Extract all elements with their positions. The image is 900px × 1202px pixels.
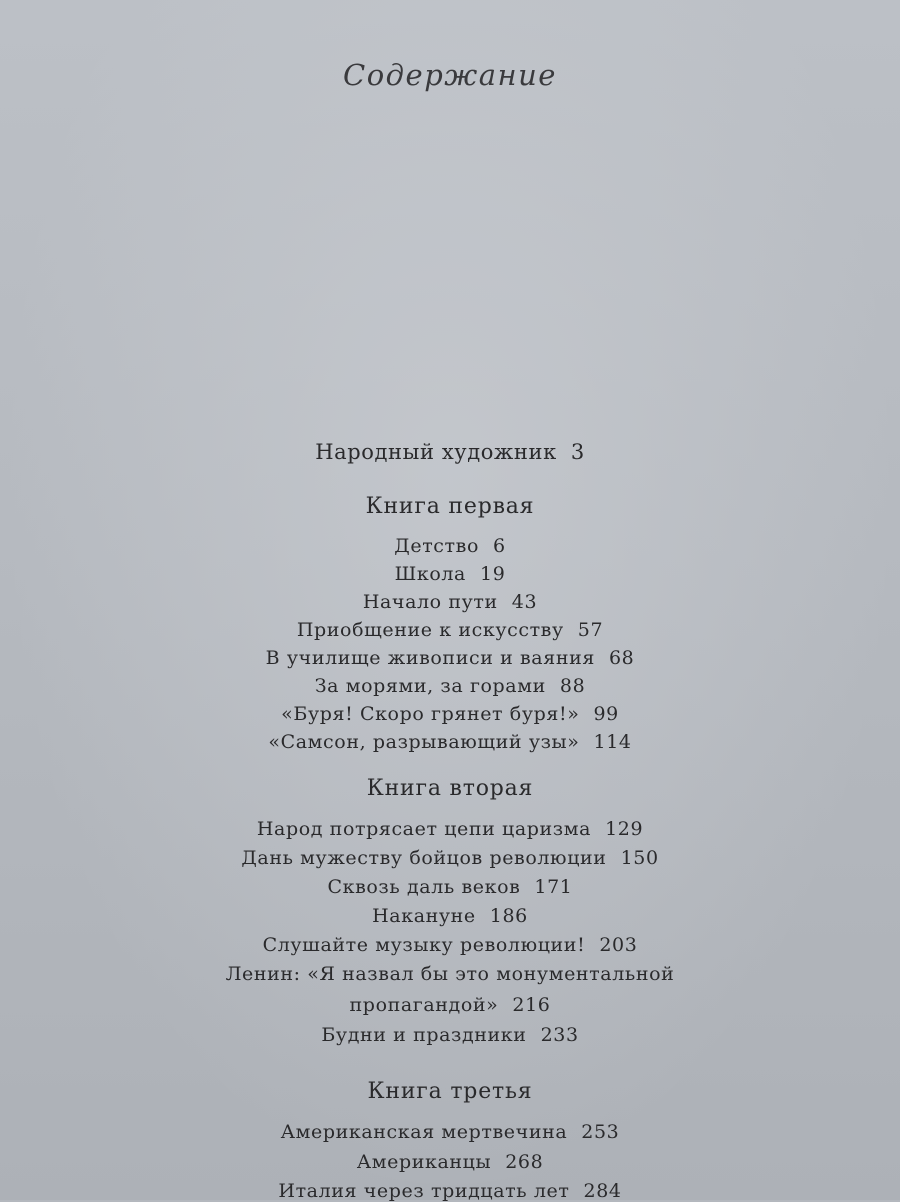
toc-entry-title: пропагандой»: [349, 994, 499, 1016]
book-heading-1: Книга первая: [365, 494, 535, 519]
toc-entry-page: 6: [493, 535, 506, 557]
toc-entry-page: 284: [583, 1180, 622, 1202]
toc-entry-intro: [0, 440, 900, 464]
toc-entry-title: В училище живописи и ваяния: [265, 647, 595, 669]
toc-entry: [0, 1180, 900, 1202]
toc-entry-title: Дань мужеству бойцов революции: [241, 847, 607, 869]
toc-entry: [0, 731, 900, 753]
toc-entry: [0, 934, 900, 956]
toc-entry-page: 99: [593, 703, 619, 725]
toc-entry-title: Народ потрясает цепи царизма: [256, 818, 592, 840]
toc-entry-title: «Буря! Скоро грянет буря!»: [281, 703, 580, 725]
toc-entry-page: 186: [489, 905, 528, 927]
toc-entry: [0, 591, 900, 613]
bleed-through-text: [0, 170, 900, 260]
toc-entry: [0, 963, 900, 985]
toc-entry-title: Накануне: [372, 905, 476, 927]
toc-entry-title: «Самсон, разрывающий узы»: [268, 731, 580, 753]
toc-entry-page: 19: [480, 563, 506, 585]
toc-entry: [0, 1121, 900, 1143]
toc-entry: [0, 563, 900, 585]
toc-entry-page: 203: [599, 934, 638, 956]
toc-entry-page: 268: [505, 1151, 544, 1173]
toc-entry-title: Народный художник: [315, 440, 557, 464]
toc-entry: [0, 876, 900, 898]
toc-entry-page: 43: [511, 591, 538, 613]
toc-entry-page: 253: [581, 1121, 620, 1143]
toc-entry-title: Приобщение к искусству: [296, 619, 564, 641]
toc-entry-title: Начало пути: [362, 591, 498, 613]
toc-entry-title: Американская мертвечина: [280, 1121, 568, 1143]
toc-entry-page: 57: [577, 619, 604, 641]
toc-entry: [0, 535, 900, 557]
toc-entry-page: 171: [534, 876, 573, 898]
toc-entry-title: Италия через тридцать лет: [278, 1180, 570, 1202]
toc-entry-page: 129: [605, 818, 644, 840]
toc-entry-title: Ленин: «Я назвал бы это монументальной: [225, 963, 675, 985]
toc-entry-page: 114: [593, 731, 632, 753]
toc-entry-title: Сквозь даль веков: [327, 876, 521, 898]
toc-entry: [0, 994, 900, 1016]
toc-entry-page: 216: [512, 994, 551, 1016]
toc-entry-title: Американцы: [356, 1151, 492, 1173]
page-title: Содержание: [343, 58, 557, 92]
book-heading-3: Книга третья: [367, 1079, 533, 1104]
toc-entry: [0, 1024, 900, 1046]
toc-entry: [0, 847, 900, 869]
toc-entry-title: За морями, за горами: [314, 675, 546, 697]
toc-entry-title: Будни и праздники: [321, 1024, 527, 1046]
toc-entry-title: Слушайте музыку революции!: [262, 934, 586, 956]
toc-entry: [0, 818, 900, 840]
toc-entry-page: 150: [620, 847, 659, 869]
toc-entry: [0, 905, 900, 927]
toc-entry-page: 88: [559, 675, 586, 697]
toc-entry-title: Школа: [394, 563, 466, 585]
toc-entry-page: 3: [570, 440, 585, 464]
toc-entry: [0, 1151, 900, 1173]
book-heading-2: Книга вторая: [366, 776, 534, 801]
toc-entry: [0, 647, 900, 669]
toc-entry: [0, 619, 900, 641]
toc-entry-page: 68: [608, 647, 635, 669]
toc-entry: [0, 703, 900, 725]
toc-entry-title: Детство: [394, 535, 479, 557]
toc-entry: [0, 675, 900, 697]
toc-entry-page: 233: [540, 1024, 579, 1046]
